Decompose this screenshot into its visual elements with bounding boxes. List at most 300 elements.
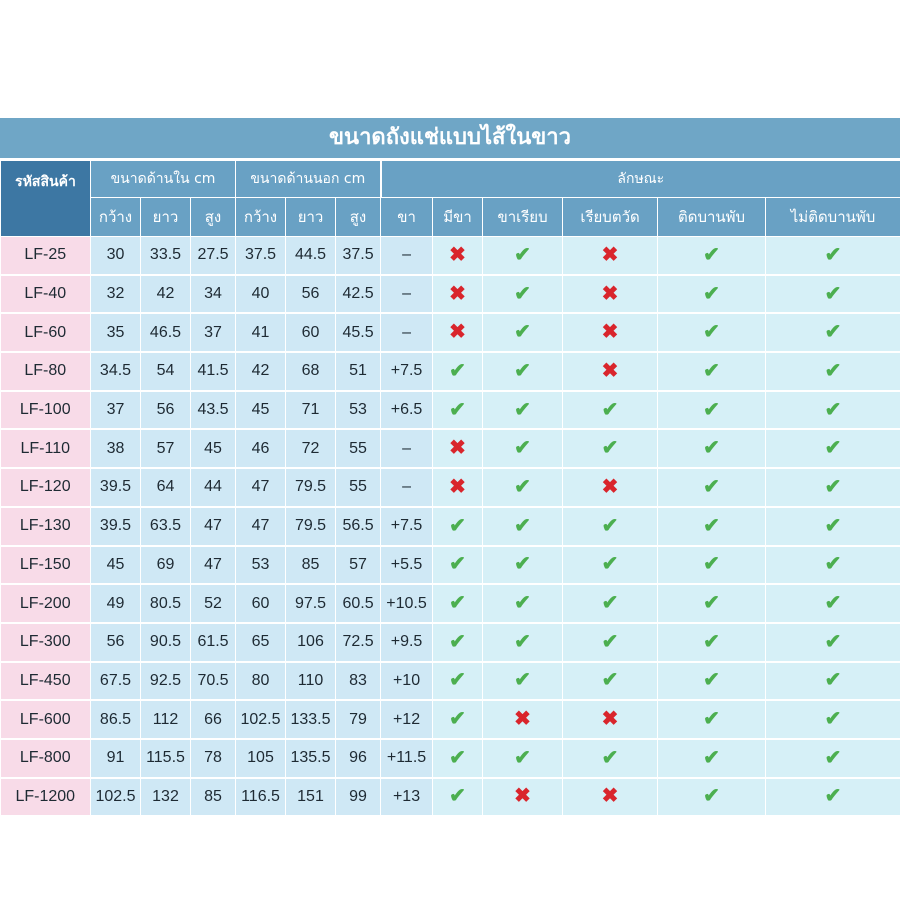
cross-icon: ✖	[449, 243, 466, 266]
cell-outer-width: 46	[236, 429, 286, 468]
cell-inner-width: 67.5	[91, 662, 141, 701]
cell-flat-legs	[483, 507, 563, 546]
table-row	[1, 237, 901, 275]
check-icon: ✔	[824, 592, 842, 615]
cell-product-code: LF-80	[1, 352, 91, 391]
header-legs: ขา	[381, 198, 433, 237]
cell-has-legs	[433, 237, 483, 275]
cell-no-hinge	[766, 507, 901, 546]
cell-flat-lid	[563, 237, 658, 275]
cell-outer-length: 151	[286, 778, 336, 817]
header-hinged: ติดบานพับ	[658, 198, 766, 237]
cell-hinged	[658, 778, 766, 817]
cell-hinged	[658, 391, 766, 430]
cell-legs: –	[381, 468, 433, 507]
check-icon: ✔	[824, 437, 842, 460]
cell-inner-height: 37	[191, 313, 236, 352]
cell-has-legs	[433, 584, 483, 623]
cell-outer-length: 110	[286, 662, 336, 701]
cell-inner-width: 49	[91, 584, 141, 623]
check-icon: ✔	[703, 398, 720, 421]
table-row	[1, 700, 901, 739]
cell-inner-length: 42	[141, 275, 191, 314]
cell-outer-width: 116.5	[236, 778, 286, 817]
cell-inner-length: 115.5	[141, 739, 191, 778]
table-row	[1, 584, 901, 623]
cell-legs: +10	[381, 662, 433, 701]
cell-has-legs	[433, 352, 483, 391]
check-icon: ✔	[514, 398, 531, 421]
cell-inner-length: 92.5	[141, 662, 191, 701]
cell-inner-width: 39.5	[91, 507, 141, 546]
cell-inner-height: 45	[191, 429, 236, 468]
cell-flat-lid	[563, 275, 658, 314]
cell-legs: –	[381, 275, 433, 314]
cell-no-hinge	[766, 546, 901, 585]
check-icon: ✔	[601, 553, 619, 576]
cell-inner-length: 54	[141, 352, 191, 391]
cell-outer-height: 79	[336, 700, 381, 739]
cell-product-code: LF-450	[1, 662, 91, 701]
cell-flat-lid	[563, 584, 658, 623]
check-icon: ✔	[601, 514, 619, 537]
header-inner-length: ยาว	[141, 198, 191, 237]
header-no-hinge: ไม่ติดบานพับ	[766, 198, 901, 237]
check-icon: ✔	[514, 553, 531, 576]
table-body	[1, 237, 901, 817]
cell-outer-length: 72	[286, 429, 336, 468]
table-row	[1, 546, 901, 585]
cross-icon: ✖	[601, 321, 619, 344]
cell-flat-lid	[563, 739, 658, 778]
cell-outer-length: 97.5	[286, 584, 336, 623]
cell-product-code: LF-300	[1, 623, 91, 662]
cell-outer-length: 79.5	[286, 468, 336, 507]
cell-flat-lid	[563, 662, 658, 701]
cell-flat-lid	[563, 700, 658, 739]
cell-hinged	[658, 352, 766, 391]
cell-outer-length: 68	[286, 352, 336, 391]
cell-outer-length: 44.5	[286, 237, 336, 275]
cell-product-code: LF-120	[1, 468, 91, 507]
check-icon: ✔	[824, 630, 842, 653]
cell-flat-legs	[483, 584, 563, 623]
cell-product-code: LF-110	[1, 429, 91, 468]
cell-has-legs	[433, 700, 483, 739]
header-outer-height: สูง	[336, 198, 381, 237]
cell-outer-length: 106	[286, 623, 336, 662]
cell-no-hinge	[766, 700, 901, 739]
cell-has-legs	[433, 778, 483, 817]
cell-legs: +9.5	[381, 623, 433, 662]
check-icon: ✔	[824, 282, 842, 305]
check-icon: ✔	[514, 514, 531, 537]
check-icon: ✔	[601, 669, 619, 692]
size-table	[0, 160, 901, 817]
cell-no-hinge	[766, 352, 901, 391]
cell-flat-lid	[563, 429, 658, 468]
cell-outer-length: 85	[286, 546, 336, 585]
cell-has-legs	[433, 429, 483, 468]
cell-hinged	[658, 313, 766, 352]
cell-inner-width: 45	[91, 546, 141, 585]
header-features: ลักษณะ	[381, 161, 901, 198]
cell-product-code: LF-100	[1, 391, 91, 430]
table-row	[1, 352, 901, 391]
cell-legs: +7.5	[381, 507, 433, 546]
cell-inner-width: 35	[91, 313, 141, 352]
cell-outer-width: 45	[236, 391, 286, 430]
cell-inner-length: 90.5	[141, 623, 191, 662]
cell-outer-width: 53	[236, 546, 286, 585]
cell-inner-height: 61.5	[191, 623, 236, 662]
cross-icon: ✖	[601, 359, 619, 382]
check-icon: ✔	[824, 669, 842, 692]
cross-icon: ✖	[601, 475, 619, 498]
cell-inner-length: 80.5	[141, 584, 191, 623]
cell-inner-length: 112	[141, 700, 191, 739]
check-icon: ✔	[514, 243, 531, 266]
check-icon: ✔	[449, 398, 466, 421]
check-icon: ✔	[824, 785, 842, 808]
check-icon: ✔	[514, 746, 531, 769]
cell-outer-height: 51	[336, 352, 381, 391]
header-outer-width: กว้าง	[236, 198, 286, 237]
cell-outer-width: 47	[236, 507, 286, 546]
cell-no-hinge	[766, 584, 901, 623]
cell-inner-length: 46.5	[141, 313, 191, 352]
cell-legs: –	[381, 313, 433, 352]
cell-outer-width: 41	[236, 313, 286, 352]
cell-legs: –	[381, 429, 433, 468]
cell-flat-lid	[563, 546, 658, 585]
check-icon: ✔	[514, 475, 531, 498]
header-outer-length: ยาว	[286, 198, 336, 237]
cell-outer-height: 53	[336, 391, 381, 430]
cell-outer-length: 79.5	[286, 507, 336, 546]
check-icon: ✔	[514, 359, 531, 382]
cell-outer-length: 60	[286, 313, 336, 352]
check-icon: ✔	[703, 514, 720, 537]
table-row	[1, 391, 901, 430]
cell-outer-width: 60	[236, 584, 286, 623]
cross-icon: ✖	[601, 282, 619, 305]
cell-hinged	[658, 546, 766, 585]
cell-no-hinge	[766, 391, 901, 430]
cell-inner-height: 78	[191, 739, 236, 778]
check-icon: ✔	[601, 592, 619, 615]
cell-hinged	[658, 237, 766, 275]
cell-outer-height: 83	[336, 662, 381, 701]
cell-legs: +10.5	[381, 584, 433, 623]
cell-flat-legs	[483, 546, 563, 585]
cell-has-legs	[433, 662, 483, 701]
table-title: ขนาดถังแช่แบบไส้ในขาว	[0, 118, 900, 160]
cell-legs: +11.5	[381, 739, 433, 778]
cell-outer-height: 60.5	[336, 584, 381, 623]
cell-legs: +6.5	[381, 391, 433, 430]
cell-no-hinge	[766, 313, 901, 352]
check-icon: ✔	[449, 785, 466, 808]
cell-outer-height: 42.5	[336, 275, 381, 314]
cell-flat-lid	[563, 507, 658, 546]
cell-outer-length: 133.5	[286, 700, 336, 739]
cell-flat-lid	[563, 778, 658, 817]
cross-icon: ✖	[601, 243, 619, 266]
check-icon: ✔	[824, 553, 842, 576]
header-inner-height: สูง	[191, 198, 236, 237]
cell-inner-width: 102.5	[91, 778, 141, 817]
cell-flat-legs	[483, 700, 563, 739]
table-row	[1, 313, 901, 352]
cell-inner-height: 44	[191, 468, 236, 507]
table-row	[1, 507, 901, 546]
cell-inner-width: 34.5	[91, 352, 141, 391]
cell-inner-width: 86.5	[91, 700, 141, 739]
header-product-code: รหัสสินค้า	[1, 161, 91, 237]
check-icon: ✔	[703, 437, 720, 460]
check-icon: ✔	[824, 475, 842, 498]
cell-outer-height: 55	[336, 468, 381, 507]
check-icon: ✔	[703, 321, 720, 344]
cell-inner-length: 57	[141, 429, 191, 468]
check-icon: ✔	[824, 746, 842, 769]
cell-product-code: LF-200	[1, 584, 91, 623]
cell-outer-width: 102.5	[236, 700, 286, 739]
check-icon: ✔	[601, 398, 619, 421]
cell-legs: +13	[381, 778, 433, 817]
cell-no-hinge	[766, 468, 901, 507]
header-outer-size: ขนาดด้านนอก cm	[236, 161, 381, 198]
cell-flat-legs	[483, 662, 563, 701]
cell-inner-length: 64	[141, 468, 191, 507]
check-icon: ✔	[703, 708, 720, 731]
cell-inner-width: 37	[91, 391, 141, 430]
cell-flat-lid	[563, 313, 658, 352]
cell-hinged	[658, 700, 766, 739]
check-icon: ✔	[703, 282, 720, 305]
cell-has-legs	[433, 546, 483, 585]
check-icon: ✔	[449, 553, 466, 576]
check-icon: ✔	[514, 669, 531, 692]
cell-inner-width: 30	[91, 237, 141, 275]
cell-flat-legs	[483, 778, 563, 817]
cell-inner-height: 47	[191, 546, 236, 585]
check-icon: ✔	[449, 514, 466, 537]
table-row	[1, 275, 901, 314]
check-icon: ✔	[824, 514, 842, 537]
cell-flat-legs	[483, 739, 563, 778]
cell-inner-height: 43.5	[191, 391, 236, 430]
cell-has-legs	[433, 313, 483, 352]
cell-outer-height: 99	[336, 778, 381, 817]
cross-icon: ✖	[449, 321, 466, 344]
table-row	[1, 739, 901, 778]
cell-inner-height: 52	[191, 584, 236, 623]
cell-hinged	[658, 429, 766, 468]
check-icon: ✔	[703, 359, 720, 382]
cell-flat-lid	[563, 623, 658, 662]
cell-inner-height: 27.5	[191, 237, 236, 275]
cell-hinged	[658, 584, 766, 623]
cell-legs: +5.5	[381, 546, 433, 585]
cell-outer-height: 37.5	[336, 237, 381, 275]
cell-flat-legs	[483, 429, 563, 468]
header-inner-width: กว้าง	[91, 198, 141, 237]
cell-hinged	[658, 739, 766, 778]
check-icon: ✔	[824, 321, 842, 344]
cell-no-hinge	[766, 778, 901, 817]
cell-flat-legs	[483, 352, 563, 391]
cell-no-hinge	[766, 237, 901, 275]
cell-product-code: LF-60	[1, 313, 91, 352]
check-icon: ✔	[703, 592, 720, 615]
check-icon: ✔	[824, 359, 842, 382]
check-icon: ✔	[703, 746, 720, 769]
cell-outer-height: 56.5	[336, 507, 381, 546]
cell-inner-width: 38	[91, 429, 141, 468]
cell-has-legs	[433, 468, 483, 507]
cell-outer-width: 42	[236, 352, 286, 391]
cell-flat-lid	[563, 352, 658, 391]
cell-hinged	[658, 623, 766, 662]
cell-outer-width: 80	[236, 662, 286, 701]
cell-flat-legs	[483, 313, 563, 352]
cell-outer-width: 40	[236, 275, 286, 314]
cell-outer-height: 55	[336, 429, 381, 468]
check-icon: ✔	[703, 475, 720, 498]
cell-hinged	[658, 468, 766, 507]
cell-inner-height: 34	[191, 275, 236, 314]
cell-flat-legs	[483, 468, 563, 507]
cell-inner-height: 47	[191, 507, 236, 546]
cross-icon: ✖	[601, 785, 619, 808]
cell-legs: +7.5	[381, 352, 433, 391]
cell-inner-length: 132	[141, 778, 191, 817]
check-icon: ✔	[703, 553, 720, 576]
cell-product-code: LF-150	[1, 546, 91, 585]
cell-no-hinge	[766, 739, 901, 778]
cell-no-hinge	[766, 429, 901, 468]
cell-outer-width: 47	[236, 468, 286, 507]
cell-inner-length: 69	[141, 546, 191, 585]
cell-no-hinge	[766, 662, 901, 701]
header-flat-lid: เรียบตวัด	[563, 198, 658, 237]
check-icon: ✔	[703, 669, 720, 692]
check-icon: ✔	[514, 437, 531, 460]
cell-inner-height: 41.5	[191, 352, 236, 391]
cell-hinged	[658, 662, 766, 701]
check-icon: ✔	[601, 437, 619, 460]
cell-inner-length: 33.5	[141, 237, 191, 275]
cell-flat-lid	[563, 391, 658, 430]
cell-product-code: LF-130	[1, 507, 91, 546]
check-icon: ✔	[824, 243, 842, 266]
cross-icon: ✖	[514, 785, 531, 808]
cell-inner-length: 63.5	[141, 507, 191, 546]
cell-outer-width: 105	[236, 739, 286, 778]
check-icon: ✔	[449, 669, 466, 692]
cell-inner-length: 56	[141, 391, 191, 430]
cell-inner-width: 32	[91, 275, 141, 314]
check-icon: ✔	[601, 630, 619, 653]
cell-outer-height: 57	[336, 546, 381, 585]
check-icon: ✔	[449, 592, 466, 615]
check-icon: ✔	[514, 321, 531, 344]
cell-outer-height: 45.5	[336, 313, 381, 352]
cell-product-code: LF-600	[1, 700, 91, 739]
table-row	[1, 662, 901, 701]
cross-icon: ✖	[514, 708, 531, 731]
check-icon: ✔	[824, 708, 842, 731]
cell-hinged	[658, 275, 766, 314]
cell-inner-height: 66	[191, 700, 236, 739]
header-inner-size: ขนาดด้านใน cm	[91, 161, 236, 198]
check-icon: ✔	[824, 398, 842, 421]
cell-inner-height: 85	[191, 778, 236, 817]
check-icon: ✔	[449, 708, 466, 731]
size-table-container	[0, 118, 900, 817]
cell-outer-width: 37.5	[236, 237, 286, 275]
cell-inner-width: 56	[91, 623, 141, 662]
cell-inner-width: 39.5	[91, 468, 141, 507]
check-icon: ✔	[449, 359, 466, 382]
cell-product-code: LF-40	[1, 275, 91, 314]
cross-icon: ✖	[601, 708, 619, 731]
check-icon: ✔	[514, 592, 531, 615]
cell-has-legs	[433, 623, 483, 662]
cross-icon: ✖	[449, 282, 466, 305]
cell-outer-length: 56	[286, 275, 336, 314]
cell-legs: +12	[381, 700, 433, 739]
cell-no-hinge	[766, 623, 901, 662]
cell-flat-lid	[563, 468, 658, 507]
cell-has-legs	[433, 275, 483, 314]
cell-no-hinge	[766, 275, 901, 314]
cell-flat-legs	[483, 391, 563, 430]
cell-flat-legs	[483, 237, 563, 275]
cell-product-code: LF-1200	[1, 778, 91, 817]
cell-inner-height: 70.5	[191, 662, 236, 701]
check-icon: ✔	[703, 630, 720, 653]
table-row	[1, 468, 901, 507]
cell-has-legs	[433, 739, 483, 778]
cell-product-code: LF-25	[1, 237, 91, 275]
table-row	[1, 623, 901, 662]
cross-icon: ✖	[449, 437, 466, 460]
check-icon: ✔	[601, 746, 619, 769]
cell-outer-height: 96	[336, 739, 381, 778]
cell-flat-legs	[483, 623, 563, 662]
cell-has-legs	[433, 507, 483, 546]
check-icon: ✔	[703, 243, 720, 266]
check-icon: ✔	[449, 746, 466, 769]
cell-outer-height: 72.5	[336, 623, 381, 662]
check-icon: ✔	[514, 282, 531, 305]
cell-legs: –	[381, 237, 433, 275]
header-has-legs: มีขา	[433, 198, 483, 237]
header-flat-legs: ขาเรียบ	[483, 198, 563, 237]
table-row	[1, 429, 901, 468]
cell-has-legs	[433, 391, 483, 430]
check-icon: ✔	[703, 785, 720, 808]
cross-icon: ✖	[449, 475, 466, 498]
cell-outer-length: 71	[286, 391, 336, 430]
check-icon: ✔	[449, 630, 466, 653]
cell-product-code: LF-800	[1, 739, 91, 778]
cell-inner-width: 91	[91, 739, 141, 778]
cell-hinged	[658, 507, 766, 546]
